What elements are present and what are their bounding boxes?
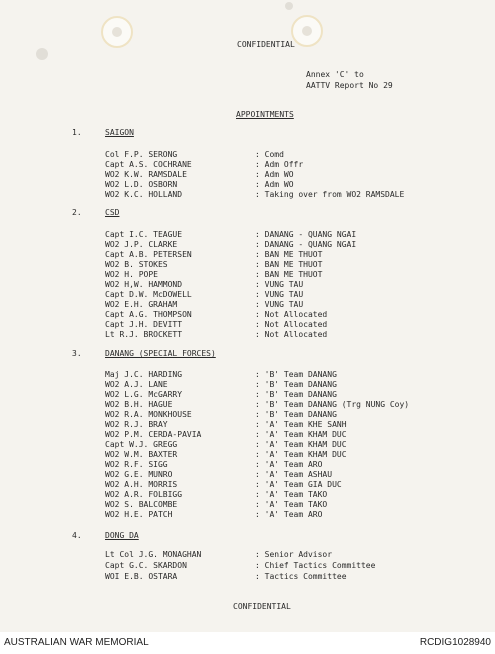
appointment-duty: : Taking over from WO2 RAMSDALE (255, 190, 405, 199)
officer-name: Lt Col J.G. MONAGHAN (105, 550, 202, 559)
officer-name: WO2 H,W. HAMMOND (105, 280, 183, 289)
footer-archive-name: AUSTRALIAN WAR MEMORIAL (4, 637, 149, 648)
officer-name: WO2 B.H. HAGUE (105, 400, 173, 409)
officer-name: WO2 A.J. LANE (105, 380, 168, 389)
classification-top: CONFIDENTIAL (237, 40, 295, 49)
officer-name: WO2 J.P. CLARKE (105, 240, 178, 249)
officer-name: Capt G.C. SKARDON (105, 561, 187, 570)
appointment-duty: : 'A' Team KHAM DUC (255, 450, 347, 459)
appointment-duty: : 'B' Team DANANG (255, 380, 337, 389)
officer-name: Capt A.B. PETERSEN (105, 250, 192, 259)
appointment-duty: : 'A' Team KHAM DUC (255, 430, 347, 439)
officer-name: Capt J.H. DEVITT (105, 320, 183, 329)
appointment-duty: : Comd (255, 150, 284, 159)
section-number: 3. (72, 349, 82, 358)
appointment-duty: : VUNG TAU (255, 280, 304, 289)
appointment-duty: : Adm WO (255, 180, 294, 189)
appointment-duty: : Adm WO (255, 170, 294, 179)
officer-name: Capt A.G. THOMPSON (105, 310, 192, 319)
section-heading: SAIGON (105, 128, 134, 137)
officer-name: WO2 L.D. OSBORN (105, 180, 178, 189)
annex-line-1: Annex 'C' to (306, 70, 364, 79)
appointment-duty: : Adm Offr (255, 160, 304, 169)
officer-name: Maj J.C. HARDING (105, 370, 183, 379)
officer-name: WO2 K.C. HOLLAND (105, 190, 183, 199)
appointment-duty: : 'B' Team DANANG (255, 390, 337, 399)
officer-name: WO2 S. BALCOMBE (105, 500, 178, 509)
officer-name: WO2 K.W. RAMSDALE (105, 170, 187, 179)
appointment-duty: : Not Allocated (255, 320, 328, 329)
officer-name: WO2 H.E. PATCH (105, 510, 173, 519)
pin-hole (36, 48, 48, 60)
appointment-duty: : BAN ME THUOT (255, 270, 323, 279)
classification-bottom: CONFIDENTIAL (233, 602, 291, 611)
appointment-duty: : 'A' Team ARO (255, 460, 323, 469)
officer-name: WO2 H. POPE (105, 270, 158, 279)
appointment-duty: : VUNG TAU (255, 290, 304, 299)
page-title: APPOINTMENTS (236, 110, 294, 119)
appointment-duty: : BAN ME THUOT (255, 250, 323, 259)
officer-name: WO2 A.H. MORRIS (105, 480, 178, 489)
appointment-duty: : 'A' Team TAKO (255, 490, 328, 499)
appointment-duty: : 'A' Team KHAM DUC (255, 440, 347, 449)
section-number: 2. (72, 208, 82, 217)
officer-name: WO2 R.A. MONKHOUSE (105, 410, 192, 419)
officer-name: Col F.P. SERONG (105, 150, 178, 159)
officer-name: WO2 P.M. CERDA-PAVIA (105, 430, 202, 439)
officer-name: WO2 E.H. GRAHAM (105, 300, 178, 309)
appointment-duty: : Not Allocated (255, 310, 328, 319)
officer-name: WO2 W.M. BAXTER (105, 450, 178, 459)
footer-record-id: RCDIG1028940 (419, 637, 491, 648)
appointment-duty: : BAN ME THUOT (255, 260, 323, 269)
section-heading: DANANG (SPECIAL FORCES) (105, 349, 216, 358)
appointment-duty: : DANANG - QUANG NGAI (255, 230, 357, 239)
officer-name: Capt I.C. TEAGUE (105, 230, 183, 239)
officer-name: Lt R.J. BROCKETT (105, 330, 183, 339)
officer-name: WO2 L.G. McGARRY (105, 390, 183, 399)
section-heading: DONG DA (105, 531, 139, 540)
appointment-duty: : VUNG TAU (255, 300, 304, 309)
appointment-duty: : DANANG - QUANG NGAI (255, 240, 357, 249)
officer-name: WO2 R.F. SIGG (105, 460, 168, 469)
appointment-duty: : 'A' Team KHE SANH (255, 420, 347, 429)
punch-hole (101, 16, 133, 48)
officer-name: WOI E.B. OSTARA (105, 572, 178, 581)
appointment-duty: : Chief Tactics Committee (255, 561, 376, 570)
punch-hole (291, 15, 323, 47)
appointment-duty: : 'A' Team ASHAU (255, 470, 333, 479)
appointment-duty: : Senior Advisor (255, 550, 333, 559)
officer-name: WO2 R.J. BRAY (105, 420, 168, 429)
section-number: 4. (72, 531, 82, 540)
section-heading: CSD (105, 208, 120, 217)
appointment-duty: : Tactics Committee (255, 572, 347, 581)
archive-footer (0, 632, 495, 654)
appointment-duty: : 'B' Team DANANG (255, 410, 337, 419)
section-number: 1. (72, 128, 82, 137)
officer-name: WO2 A.R. FOLBIGG (105, 490, 183, 499)
appointment-duty: : 'A' Team GIA DUC (255, 480, 342, 489)
appointment-duty: : Not Allocated (255, 330, 328, 339)
pin-hole (285, 2, 293, 10)
appointment-duty: : 'B' Team DANANG (Trg NUNG Coy) (255, 400, 410, 409)
officer-name: Capt D.W. McDOWELL (105, 290, 192, 299)
appointment-duty: : 'A' Team ARO (255, 510, 323, 519)
officer-name: Capt W.J. GREGG (105, 440, 178, 449)
appointment-duty: : 'B' Team DANANG (255, 370, 337, 379)
annex-line-2: AATTV Report No 29 (306, 81, 393, 90)
appointment-duty: : 'A' Team TAKO (255, 500, 328, 509)
officer-name: WO2 B. STOKES (105, 260, 168, 269)
officer-name: WO2 G.E. MUNRO (105, 470, 173, 479)
officer-name: Capt A.S. COCHRANE (105, 160, 192, 169)
